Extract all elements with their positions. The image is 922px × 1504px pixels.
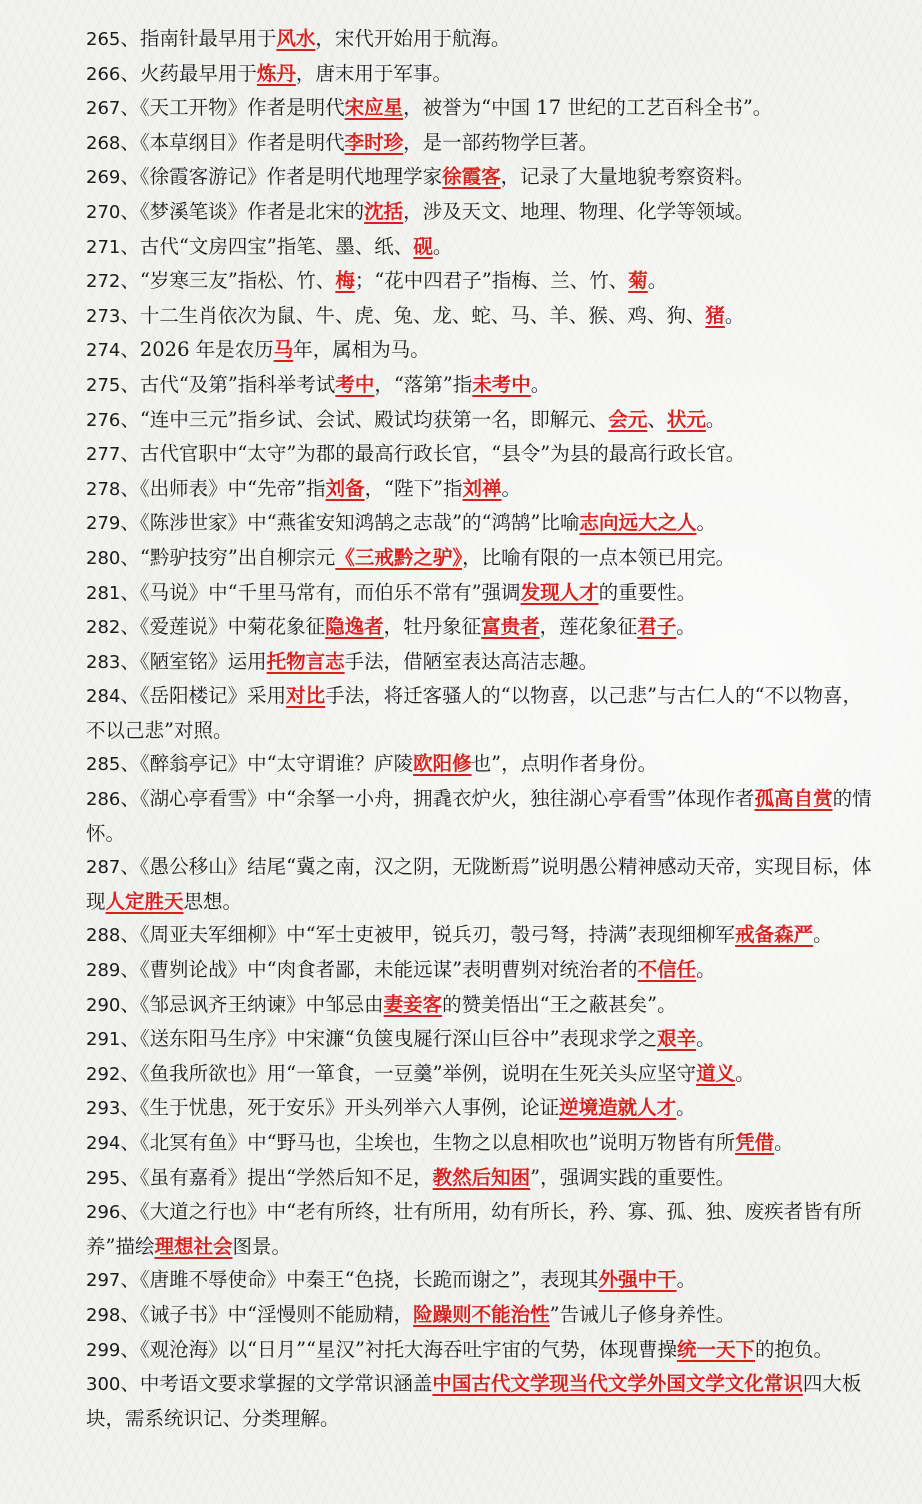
item-text: 四大板块，需系统识记、分类理解。 bbox=[86, 1372, 862, 1430]
item-text: 、“黔驴技穷”出自柳宗元 bbox=[120, 545, 336, 569]
highlighted-keyword: 宋应星 bbox=[344, 96, 404, 120]
list-item bbox=[86, 1367, 872, 1435]
item-number: 280 bbox=[86, 547, 121, 569]
item-number: 271 bbox=[86, 236, 121, 258]
highlighted-keyword: 君子 bbox=[637, 615, 677, 639]
list-item bbox=[86, 368, 872, 403]
highlighted-keyword: 砚 bbox=[413, 234, 433, 258]
highlighted-keyword: 刘禅 bbox=[462, 476, 502, 500]
list-item bbox=[86, 645, 872, 680]
item-text: 。 bbox=[432, 234, 453, 258]
list-item bbox=[86, 1333, 872, 1368]
item-text: ，宋代开始用于航海。 bbox=[315, 27, 511, 50]
item-number: 298 bbox=[86, 1304, 121, 1326]
item-number: 279 bbox=[86, 513, 121, 535]
list-item bbox=[86, 57, 872, 92]
item-text: 。 bbox=[530, 372, 551, 396]
list-item bbox=[86, 403, 872, 438]
item-number: 277 bbox=[86, 444, 121, 466]
item-text: 思想。 bbox=[183, 889, 243, 913]
item-text: ，“陛下”指 bbox=[364, 476, 463, 500]
item-number: 287 bbox=[86, 857, 121, 879]
item-text: 。 bbox=[696, 1027, 716, 1051]
list-item bbox=[86, 1057, 872, 1092]
list-item bbox=[86, 988, 872, 1023]
item-text: ，涉及天文、地理、物理、化学等领域。 bbox=[403, 199, 755, 223]
highlighted-keyword: 艰辛 bbox=[657, 1027, 697, 1051]
item-number: 296 bbox=[86, 1202, 121, 1224]
item-text: 手法，将迁客骚人的“以物喜，以己悲”与古仁人的“不以物喜，不以己悲”对照。 bbox=[86, 684, 863, 742]
item-text: 、《岳阳楼记》采用 bbox=[120, 684, 287, 708]
list-item bbox=[86, 506, 872, 541]
item-number: 288 bbox=[86, 925, 121, 947]
list-item bbox=[86, 953, 872, 988]
item-text: ，“落第”指 bbox=[374, 372, 473, 396]
item-text: 年，属相为马。 bbox=[293, 338, 430, 362]
item-text: 的抱负。 bbox=[755, 1337, 834, 1361]
item-text: ，记录了大量地貌考察资料。 bbox=[500, 165, 755, 189]
item-text: 。 bbox=[696, 511, 717, 535]
highlighted-keyword: 欧阳修 bbox=[413, 752, 472, 776]
item-text: 、《大道之行也》中“老有所终，壮有所用，幼有所长，矜、寡、孤、独、废疾者皆有所养”描绘 bbox=[86, 1200, 862, 1258]
highlighted-keyword: 人定胜天 bbox=[105, 889, 184, 913]
item-number: 293 bbox=[86, 1098, 121, 1120]
item-number: 276 bbox=[86, 409, 121, 431]
list-item bbox=[86, 126, 872, 161]
item-text: 、《陋室铭》运用 bbox=[120, 649, 267, 673]
highlighted-keyword: 风水 bbox=[276, 27, 316, 50]
item-number: 265 bbox=[86, 29, 121, 50]
item-number: 289 bbox=[86, 960, 121, 982]
highlighted-keyword: 中国古代文学现当代文学外国文学文化常识 bbox=[432, 1372, 803, 1396]
highlighted-keyword: 对比 bbox=[286, 684, 326, 708]
item-number: 285 bbox=[86, 754, 121, 776]
list-item bbox=[86, 850, 872, 918]
list-item bbox=[86, 782, 872, 850]
item-text: ；“花中四君子”指梅、兰、竹、 bbox=[354, 269, 629, 293]
highlighted-keyword: 《三戒黔之驴》 bbox=[335, 545, 463, 569]
list-item bbox=[86, 1195, 872, 1263]
item-text: 、《爱莲说》中菊花象征 bbox=[120, 615, 326, 639]
item-text: ，比喻有限的一点本领已用完。 bbox=[462, 545, 736, 569]
item-text: 。 bbox=[676, 1268, 697, 1292]
item-number: 284 bbox=[86, 686, 121, 708]
item-text: 的赞美悟出“王之蔽甚矣”。 bbox=[442, 992, 677, 1016]
item-text: 、指南针最早用于 bbox=[120, 27, 277, 50]
list-item bbox=[86, 299, 872, 334]
item-text: ，被誉为“中国 17 世纪的工艺百科全书”。 bbox=[403, 96, 773, 120]
highlighted-keyword: 梅 bbox=[335, 269, 355, 293]
list-item bbox=[86, 918, 872, 953]
highlighted-keyword: 隐逸者 bbox=[325, 615, 384, 639]
item-text: 、《梦溪笔谈》作者是北宋的 bbox=[120, 199, 365, 223]
item-number: 274 bbox=[86, 340, 121, 362]
item-number: 282 bbox=[86, 617, 121, 639]
item-text: 、《观沧海》以“日月”“星汉”衬托大海吞吐宇宙的气势，体现曹操 bbox=[120, 1337, 677, 1361]
list-item bbox=[86, 22, 872, 57]
item-text: 、《愚公移山》结尾“冀之南，汉之阴，无陇断焉”说明愚公精神感动天帝，实现目标，体现 bbox=[86, 855, 872, 913]
list-item bbox=[86, 1263, 872, 1298]
highlighted-keyword: 理想社会 bbox=[154, 1234, 233, 1258]
item-text: 、《鱼我所欲也》用“一箪食，一豆羹”举例，说明在生死关头应坚守 bbox=[120, 1061, 697, 1085]
item-text: 、《湖心亭看雪》中“余拏一小舟，拥毳衣炉火，独往湖心亭看雪”体现作者 bbox=[120, 787, 755, 811]
item-text: 、《生于忧患，死于安乐》开头列举六人事例，论证 bbox=[120, 1096, 560, 1120]
list-item bbox=[86, 472, 872, 507]
highlighted-keyword: 险躁则不能治性 bbox=[413, 1302, 550, 1326]
list-item bbox=[86, 91, 872, 126]
highlighted-keyword: 孤高自赏 bbox=[754, 787, 833, 811]
list-item bbox=[86, 1298, 872, 1333]
highlighted-keyword: 戒备森严 bbox=[735, 923, 814, 947]
highlighted-keyword: 外强中干 bbox=[598, 1268, 677, 1292]
item-text: 。 bbox=[774, 1131, 794, 1154]
item-text: 、十二生肖依次为鼠、牛、虎、兔、龙、蛇、马、羊、猴、鸡、狗、 bbox=[120, 303, 706, 327]
item-text: 、《诫子书》中“淫慢则不能励精， bbox=[120, 1302, 414, 1326]
item-text: 图景。 bbox=[232, 1234, 292, 1258]
item-number: 295 bbox=[86, 1167, 121, 1189]
highlighted-keyword: 徐霞客 bbox=[442, 165, 501, 189]
item-number: 294 bbox=[86, 1133, 121, 1154]
item-text: 手法，借陋室表达高洁志趣。 bbox=[344, 649, 599, 673]
highlighted-keyword: 逆境造就人才 bbox=[559, 1096, 677, 1120]
item-text: 、《本草纲目》作者是明代 bbox=[120, 130, 345, 154]
item-text: 、“连中三元”指乡试、会试、殿试均获第一名，即解元、 bbox=[120, 407, 609, 431]
item-text: 。 bbox=[735, 1061, 755, 1085]
item-text: 、《送东阳马生序》中宋濂“负箧曳屣行深山巨谷中”表现求学之 bbox=[120, 1027, 658, 1051]
item-text: 。 bbox=[696, 958, 716, 982]
list-item bbox=[86, 1126, 872, 1161]
highlighted-keyword: 教然后知困 bbox=[432, 1165, 531, 1189]
highlighted-keyword: 菊 bbox=[628, 269, 648, 293]
item-text: 、古代官职中“太守”为郡的最高行政长官，“县令”为县的最高行政长官。 bbox=[120, 442, 746, 466]
highlighted-keyword: 发现人才 bbox=[520, 580, 599, 604]
highlighted-keyword: 托物言志 bbox=[266, 649, 345, 673]
list-item bbox=[86, 610, 872, 645]
item-number: 281 bbox=[86, 582, 121, 604]
highlighted-keyword: 会元 bbox=[608, 407, 648, 431]
item-text: 、“岁寒三友”指松、竹、 bbox=[120, 269, 336, 293]
highlighted-keyword: 猪 bbox=[705, 303, 725, 327]
list-item bbox=[86, 576, 872, 611]
item-text: 、《陈涉世家》中“燕雀安知鸿鹄之志哉”的“鸿鹄”比喻 bbox=[120, 511, 580, 535]
list-item bbox=[86, 333, 872, 368]
list-item bbox=[86, 679, 872, 747]
item-number: 266 bbox=[86, 63, 121, 85]
item-text: 、2026 年是农历 bbox=[120, 338, 274, 362]
item-number: 278 bbox=[86, 478, 121, 500]
list-item bbox=[86, 195, 872, 230]
item-number: 297 bbox=[86, 1270, 121, 1292]
item-text: 、中考语文要求掌握的文学常识涵盖 bbox=[120, 1372, 433, 1396]
item-text: ”告诫儿子修身养性。 bbox=[549, 1302, 736, 1326]
item-text: ，莲花象征 bbox=[539, 615, 638, 639]
item-text: 。 bbox=[813, 923, 833, 947]
list-item bbox=[86, 160, 872, 195]
item-text: 、《虽有嘉肴》提出“学然后知不足， bbox=[120, 1165, 433, 1189]
list-item bbox=[86, 437, 872, 472]
item-text: ，唐末用于军事。 bbox=[295, 61, 452, 85]
list-item bbox=[86, 230, 872, 265]
highlighted-keyword: 炼丹 bbox=[256, 61, 296, 85]
item-text: 也”，点明作者身份。 bbox=[471, 752, 658, 776]
highlighted-keyword: 马 bbox=[273, 338, 294, 362]
item-text: 、《醉翁亭记》中“太守谓谁？庐陵 bbox=[120, 752, 414, 776]
item-text: 。 bbox=[676, 1096, 696, 1120]
item-number: 292 bbox=[86, 1063, 121, 1085]
item-text: 、《北冥有鱼》中“野马也，尘埃也，生物之以息相吹也”说明万物皆有所 bbox=[120, 1131, 736, 1154]
list-item bbox=[86, 1022, 872, 1057]
item-number: 291 bbox=[86, 1029, 121, 1051]
item-text: ，是一部药物学巨著。 bbox=[403, 130, 599, 154]
item-number: 270 bbox=[86, 201, 121, 223]
item-text: 的情怀。 bbox=[86, 787, 872, 845]
highlighted-keyword: 李时珍 bbox=[344, 130, 404, 154]
highlighted-keyword: 未考中 bbox=[472, 372, 531, 396]
item-text: 、《出师表》中“先帝”指 bbox=[120, 476, 326, 500]
item-text: 。 bbox=[501, 476, 522, 500]
item-text: 、《邹忌讽齐王纳谏》中邹忌由 bbox=[120, 992, 384, 1016]
item-number: 267 bbox=[86, 98, 121, 120]
highlighted-keyword: 刘备 bbox=[325, 476, 365, 500]
item-text: 。 bbox=[705, 407, 726, 431]
list-item bbox=[86, 1161, 872, 1196]
item-number: 286 bbox=[86, 789, 121, 811]
item-text: 、《马说》中“千里马常有，而伯乐不常有”强调 bbox=[120, 580, 521, 604]
item-text: ，牡丹象征 bbox=[383, 615, 482, 639]
item-number: 273 bbox=[86, 305, 121, 327]
item-number: 269 bbox=[86, 167, 121, 189]
item-number: 268 bbox=[86, 132, 121, 154]
item-text: 。 bbox=[724, 303, 745, 327]
item-text: 、《徐霞客游记》作者是明代地理学家 bbox=[120, 165, 443, 189]
list-item bbox=[86, 747, 872, 782]
highlighted-keyword: 沈括 bbox=[364, 199, 404, 223]
item-number: 272 bbox=[86, 271, 121, 293]
item-text: 、古代“文房四宝”指笔、墨、纸、 bbox=[120, 234, 414, 258]
item-text: 、《周亚夫军细柳》中“军士吏被甲，锐兵刃，彀弓弩，持满”表现细柳军 bbox=[120, 923, 736, 947]
list-item bbox=[86, 264, 872, 299]
item-text: 、古代“及第”指科举考试 bbox=[120, 372, 336, 396]
item-text: 、《唐雎不辱使命》中秦王“色挠，长跪而谢之”，表现其 bbox=[120, 1268, 599, 1292]
item-text: 、《天工开物》作者是明代 bbox=[120, 96, 345, 120]
list-item bbox=[86, 541, 872, 576]
item-number: 290 bbox=[86, 994, 121, 1016]
item-number: 275 bbox=[86, 374, 121, 396]
highlighted-keyword: 状元 bbox=[666, 407, 706, 431]
highlighted-keyword: 不信任 bbox=[637, 958, 697, 982]
item-text: 、 bbox=[647, 407, 667, 431]
item-text: 。 bbox=[647, 269, 668, 293]
item-text: 、火药最早用于 bbox=[120, 61, 257, 85]
highlighted-keyword: 妻妾客 bbox=[383, 992, 443, 1016]
highlighted-keyword: 富贵者 bbox=[481, 615, 540, 639]
item-number: 300 bbox=[86, 1374, 121, 1396]
item-text: 、《曹刿论战》中“肉食者鄙，未能远谋”表明曹刿对统治者的 bbox=[120, 958, 638, 982]
item-text: 。 bbox=[676, 615, 696, 639]
highlighted-keyword: 考中 bbox=[335, 372, 375, 396]
highlighted-keyword: 道义 bbox=[696, 1061, 736, 1085]
list-item bbox=[86, 1091, 872, 1126]
highlighted-keyword: 志向远大之人 bbox=[579, 511, 697, 535]
highlighted-keyword: 统一天下 bbox=[677, 1337, 756, 1361]
highlighted-keyword: 凭借 bbox=[735, 1131, 775, 1154]
item-text: ”，强调实践的重要性。 bbox=[530, 1165, 736, 1189]
item-number: 283 bbox=[86, 651, 121, 673]
item-text: 的重要性。 bbox=[598, 580, 697, 604]
item-number: 299 bbox=[86, 1339, 121, 1361]
